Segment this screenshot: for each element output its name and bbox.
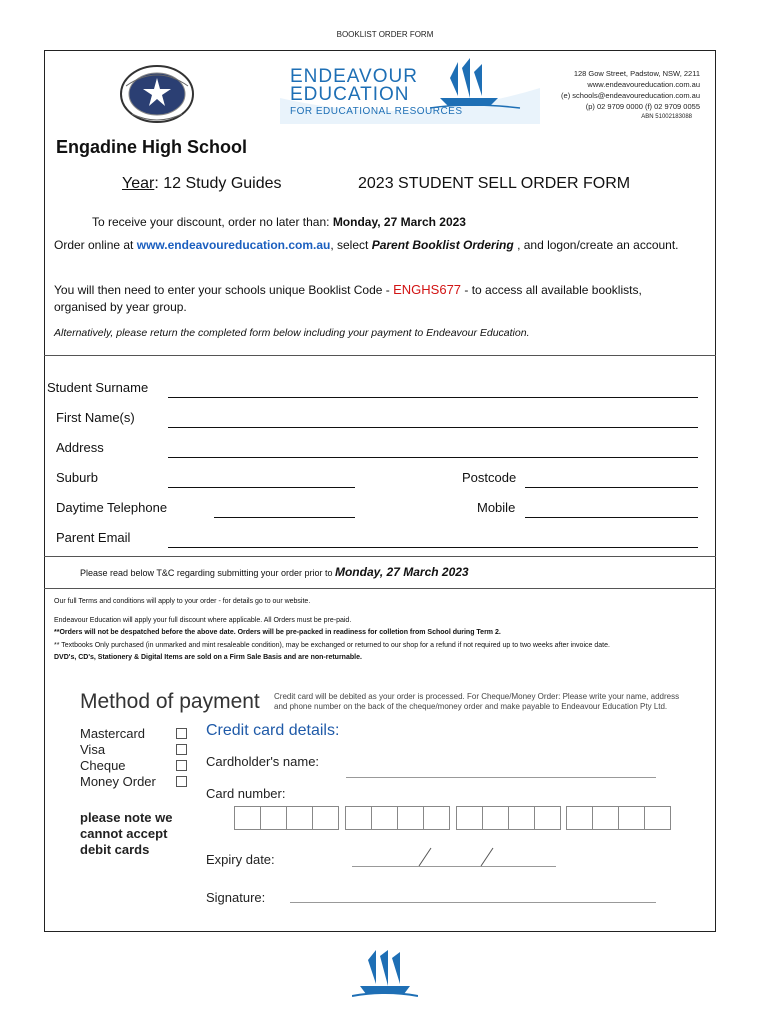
money-order-checkbox[interactable]	[176, 776, 187, 787]
surname-field[interactable]	[168, 397, 698, 398]
address-label: Address	[56, 440, 104, 455]
visa-checkbox[interactable]	[176, 744, 187, 755]
terms-line: ** Textbooks Only purchased (in unmarked and mint resaleable condition), may be exchanged or returned to our shop for a refund if not required up to two weeks after invoice date.	[54, 642, 610, 649]
logo-name-line1: ENDEAVOUR	[290, 66, 418, 87]
card-number-group[interactable]	[234, 806, 339, 830]
school-name: Engadine High School	[56, 137, 248, 157]
company-address: 128 Gow Street, Padstow, NSW, 2211	[573, 69, 700, 78]
suburb-label: Suburb	[56, 470, 98, 485]
booklist-code-text	[54, 281, 694, 316]
year-line	[122, 175, 282, 193]
mobile-field[interactable]	[525, 517, 698, 518]
ship-logo-icon	[352, 950, 418, 1000]
year-value: : 12 Study Guides	[154, 175, 282, 192]
discount-date: Monday, 27 March 2023	[332, 215, 466, 229]
cardholder-label: Cardholder's name:	[206, 754, 320, 769]
address-field[interactable]	[168, 457, 698, 458]
online-mid: , select	[330, 238, 369, 252]
payment-title: Method of payment	[80, 690, 260, 713]
online-post: , and logon/create an account.	[517, 238, 679, 252]
telephone-field[interactable]	[214, 517, 355, 518]
parent-booklist-ordering: Parent Booklist Ordering	[371, 238, 514, 252]
payment-note: Credit card will be debited as your order is processed. For Cheque/Money Order: Please write your name, address and phone number on the back of the cheque/money order and make payable to Endeavour Education Pty Ltd.	[274, 692, 680, 711]
company-abn: ABN 51002183088	[641, 114, 692, 120]
alternative-text: Alternatively, please return the completed form below including your payment to Endeavour Education.	[54, 327, 530, 339]
mastercard-checkbox[interactable]	[176, 728, 187, 739]
terms-line: Our full Terms and conditions will apply to your order - for details go to our website.	[54, 598, 311, 605]
postcode-label: Postcode	[462, 470, 517, 485]
discount-text: To receive your discount, order no later than:	[92, 215, 330, 229]
email-label: Parent Email	[56, 530, 131, 545]
company-web: www.endeavoureducation.com.au	[587, 80, 700, 89]
school-crest-logo	[118, 64, 196, 124]
logo-tagline: FOR EDUCATIONAL RESOURCES	[290, 106, 463, 117]
terms-line: DVD's, CD's, Stationery & Digital Items are sold on a Firm Sale Basis and are non-returnable.	[54, 654, 362, 661]
first-name-label: First Name(s)	[56, 410, 135, 425]
tc-note	[80, 565, 469, 579]
website-link[interactable]: www.endeavoureducation.com.au	[136, 238, 331, 252]
option-cheque: Cheque	[80, 758, 126, 773]
booklist-code: ENGHS677	[393, 282, 462, 297]
postcode-field[interactable]	[525, 487, 698, 488]
terms-line: **Orders will not be despatched before the above date. Orders will be pre-packed in readiness for colletion from School during Term 2.	[54, 629, 501, 636]
online-order-text	[54, 237, 694, 254]
divider	[44, 588, 716, 589]
signature-field[interactable]	[290, 902, 656, 903]
card-number-group[interactable]	[456, 806, 561, 830]
card-number-group[interactable]	[566, 806, 671, 830]
suburb-field[interactable]	[168, 487, 355, 488]
surname-label: Student Surname	[47, 380, 149, 395]
year-label: Year	[122, 175, 155, 192]
company-email: (e) schools@endeavoureducation.com.au	[561, 91, 700, 100]
expiry-label: Expiry date:	[206, 852, 275, 867]
code-pre: You will then need to enter your schools unique Booklist Code -	[54, 283, 390, 297]
expiry-slashes	[415, 846, 505, 868]
tc-date: Monday, 27 March 2023	[334, 565, 469, 579]
page-header-title: BOOKLIST ORDER FORM	[336, 30, 434, 39]
card-number-label: Card number:	[206, 786, 286, 801]
form-title: 2023 STUDENT SELL ORDER FORM	[358, 175, 631, 192]
telephone-label: Daytime Telephone	[56, 500, 168, 515]
divider	[44, 556, 716, 557]
mobile-label: Mobile	[477, 500, 516, 515]
cardholder-field[interactable]	[346, 777, 656, 778]
first-name-field[interactable]	[168, 427, 698, 428]
company-phone: (p) 02 9709 0000 (f) 02 9709 0055	[585, 102, 700, 111]
cheque-checkbox[interactable]	[176, 760, 187, 771]
online-pre: Order online at	[54, 238, 134, 252]
tc-note-text: Please read below T&C regarding submitting your order prior to	[80, 568, 333, 578]
email-field[interactable]	[168, 547, 698, 548]
option-mastercard: Mastercard	[80, 726, 146, 741]
divider	[44, 355, 716, 356]
option-money-order: Money Order	[80, 774, 156, 789]
card-number-group[interactable]	[345, 806, 450, 830]
code-post: - to access all available booklists, organised by year group.	[54, 283, 642, 314]
debit-card-note: please note we cannot accept debit cards	[80, 810, 173, 857]
logo-name-line2: EDUCATION	[290, 84, 410, 105]
terms-line: Endeavour Education will apply your full discount where applicable. All Orders must be pre-paid.	[54, 617, 352, 624]
option-visa: Visa	[80, 742, 106, 757]
discount-line	[92, 214, 732, 231]
credit-card-title: Credit card details:	[206, 722, 340, 739]
signature-label: Signature:	[206, 890, 266, 905]
